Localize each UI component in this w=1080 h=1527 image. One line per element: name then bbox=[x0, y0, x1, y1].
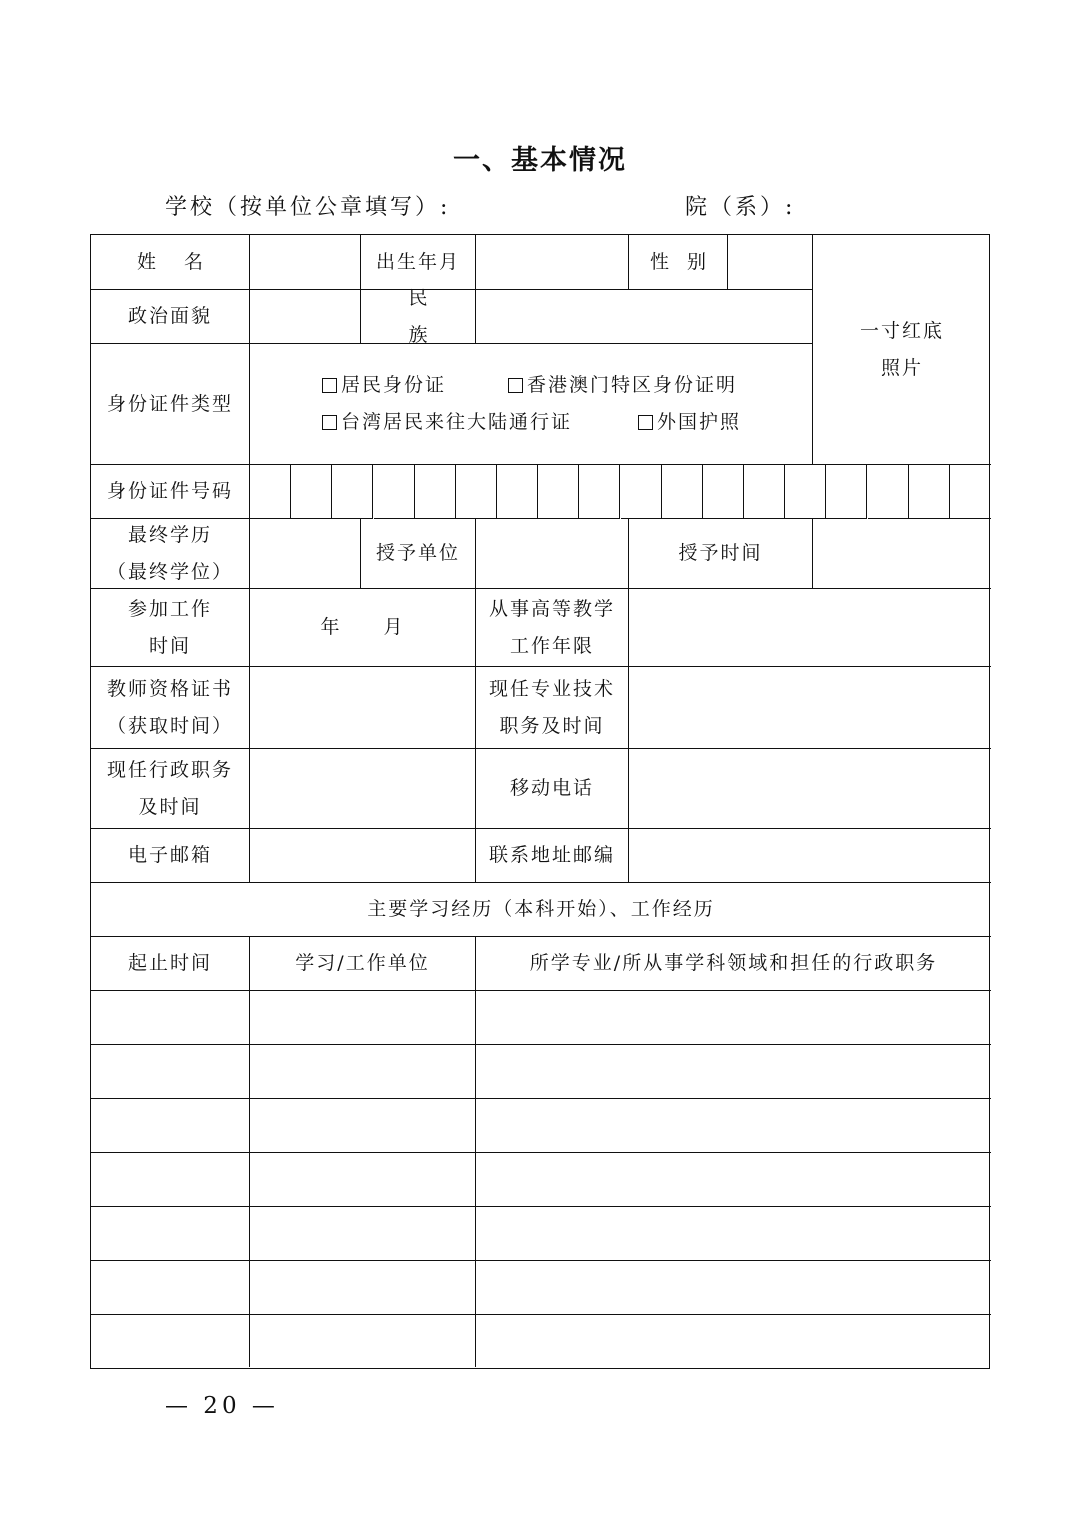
history-period-cell[interactable] bbox=[91, 1261, 250, 1315]
history-major-cell[interactable] bbox=[476, 1153, 991, 1207]
department-label: 院（系）: bbox=[685, 195, 796, 220]
history-unit-cell[interactable] bbox=[250, 1207, 476, 1261]
history-major-cell[interactable] bbox=[476, 1207, 991, 1261]
education-label: 最终学历 （最终学位） bbox=[91, 519, 250, 589]
history-period-cell[interactable] bbox=[91, 1045, 250, 1099]
id-digit-cell[interactable] bbox=[415, 465, 456, 519]
photo-label-line2: 照片 bbox=[880, 356, 923, 379]
id-digit-cell[interactable] bbox=[332, 465, 373, 519]
political-label: 政治面貌 bbox=[91, 290, 250, 344]
history-major-cell[interactable] bbox=[476, 1261, 991, 1315]
birth-label: 出生年月 bbox=[361, 235, 476, 290]
history-unit-cell[interactable] bbox=[250, 1153, 476, 1207]
history-unit-cell[interactable] bbox=[250, 1261, 476, 1315]
grant-time-label: 授予时间 bbox=[629, 519, 813, 589]
id-digit-cell[interactable] bbox=[621, 465, 662, 519]
checkbox-icon[interactable] bbox=[508, 378, 523, 393]
history-major-cell[interactable] bbox=[476, 1045, 991, 1099]
id-option-passport[interactable]: 外国护照 bbox=[638, 404, 741, 441]
id-digit-cell[interactable] bbox=[703, 465, 744, 519]
history-period-cell[interactable] bbox=[91, 1207, 250, 1261]
history-major-cell[interactable] bbox=[476, 991, 991, 1045]
email-label: 电子邮箱 bbox=[91, 829, 250, 883]
teacher-cert-field[interactable] bbox=[250, 667, 476, 749]
id-number-label: 身份证件号码 bbox=[91, 465, 250, 519]
history-major-cell[interactable] bbox=[476, 1099, 991, 1153]
id-digit-cell[interactable] bbox=[250, 465, 291, 519]
id-digit-cell[interactable] bbox=[826, 465, 867, 519]
education-field[interactable] bbox=[250, 519, 361, 589]
photo-label-line1: 一寸红底 bbox=[859, 319, 944, 342]
id-digit-cell[interactable] bbox=[868, 465, 909, 519]
teaching-years-label: 从事高等教学 工作年限 bbox=[476, 589, 629, 667]
id-digit-cell[interactable] bbox=[497, 465, 538, 519]
id-option-resident[interactable]: 居民身份证 bbox=[322, 367, 508, 404]
major-header: 所学专业/所从事学科领域和担任的行政职务 bbox=[476, 937, 991, 991]
gender-field[interactable] bbox=[728, 235, 813, 290]
history-unit-cell[interactable] bbox=[250, 1045, 476, 1099]
admin-position-label: 现任行政职务 及时间 bbox=[91, 749, 250, 829]
id-digit-cell[interactable] bbox=[662, 465, 703, 519]
history-unit-cell[interactable] bbox=[250, 1099, 476, 1153]
id-digit-cell[interactable] bbox=[374, 465, 415, 519]
gender-label: 性别 bbox=[629, 235, 728, 290]
id-digit-cell[interactable] bbox=[744, 465, 785, 519]
unit-header: 学习/工作单位 bbox=[250, 937, 476, 991]
name-label: 姓名 bbox=[91, 235, 250, 290]
professional-title-field[interactable] bbox=[629, 667, 991, 749]
school-label: 学校（按单位公章填写）: bbox=[165, 195, 451, 220]
history-period-cell[interactable] bbox=[91, 991, 250, 1045]
page-title: 一、基本情况 bbox=[453, 145, 627, 176]
id-digit-cell[interactable] bbox=[538, 465, 579, 519]
grant-time-field[interactable] bbox=[813, 519, 991, 589]
history-period-cell[interactable] bbox=[91, 1315, 250, 1367]
basic-info-form bbox=[90, 234, 990, 1369]
id-digit-cell[interactable] bbox=[909, 465, 950, 519]
id-type-options bbox=[250, 344, 813, 465]
history-header: 主要学习经历（本科开始）、工作经历 bbox=[91, 883, 991, 937]
id-digit-cell[interactable] bbox=[579, 465, 620, 519]
checkbox-icon[interactable] bbox=[322, 378, 337, 393]
address-label: 联系地址邮编 bbox=[476, 829, 629, 883]
id-option-hk-macau[interactable]: 香港澳门特区身份证明 bbox=[508, 367, 737, 404]
history-period-cell[interactable] bbox=[91, 1153, 250, 1207]
ethnicity-label: 民族 bbox=[361, 290, 476, 344]
page-number: — 20 — bbox=[165, 1393, 279, 1419]
id-digit-cell[interactable] bbox=[291, 465, 332, 519]
teacher-cert-label: 教师资格证书 （获取时间） bbox=[91, 667, 250, 749]
photo-box[interactable] bbox=[813, 235, 991, 465]
political-field[interactable] bbox=[250, 290, 361, 344]
id-digit-cell[interactable] bbox=[456, 465, 497, 519]
mobile-label: 移动电话 bbox=[476, 749, 629, 829]
history-period-cell[interactable] bbox=[91, 1099, 250, 1153]
admin-position-field[interactable] bbox=[250, 749, 476, 829]
period-header: 起止时间 bbox=[91, 937, 250, 991]
teaching-years-field[interactable] bbox=[629, 589, 991, 667]
grant-unit-label: 授予单位 bbox=[361, 519, 476, 589]
work-start-label: 参加工作 时间 bbox=[91, 589, 250, 667]
name-field[interactable] bbox=[250, 235, 361, 290]
address-field[interactable] bbox=[629, 829, 991, 883]
grant-unit-field[interactable] bbox=[476, 519, 629, 589]
email-field[interactable] bbox=[250, 829, 476, 883]
id-digit-cell[interactable] bbox=[785, 465, 826, 519]
checkbox-icon[interactable] bbox=[638, 415, 653, 430]
birth-field[interactable] bbox=[476, 235, 629, 290]
checkbox-icon[interactable] bbox=[322, 415, 337, 430]
history-unit-cell[interactable] bbox=[250, 991, 476, 1045]
work-start-field[interactable]: 年 月 bbox=[250, 589, 476, 667]
history-unit-cell[interactable] bbox=[250, 1315, 476, 1367]
ethnicity-field[interactable] bbox=[476, 290, 813, 344]
id-digit-cell[interactable] bbox=[950, 465, 991, 519]
id-type-label: 身份证件类型 bbox=[91, 344, 250, 465]
history-major-cell[interactable] bbox=[476, 1315, 991, 1367]
professional-title-label: 现任专业技术 职务及时间 bbox=[476, 667, 629, 749]
id-option-taiwan[interactable]: 台湾居民来往大陆通行证 bbox=[322, 404, 638, 441]
mobile-field[interactable] bbox=[629, 749, 991, 829]
